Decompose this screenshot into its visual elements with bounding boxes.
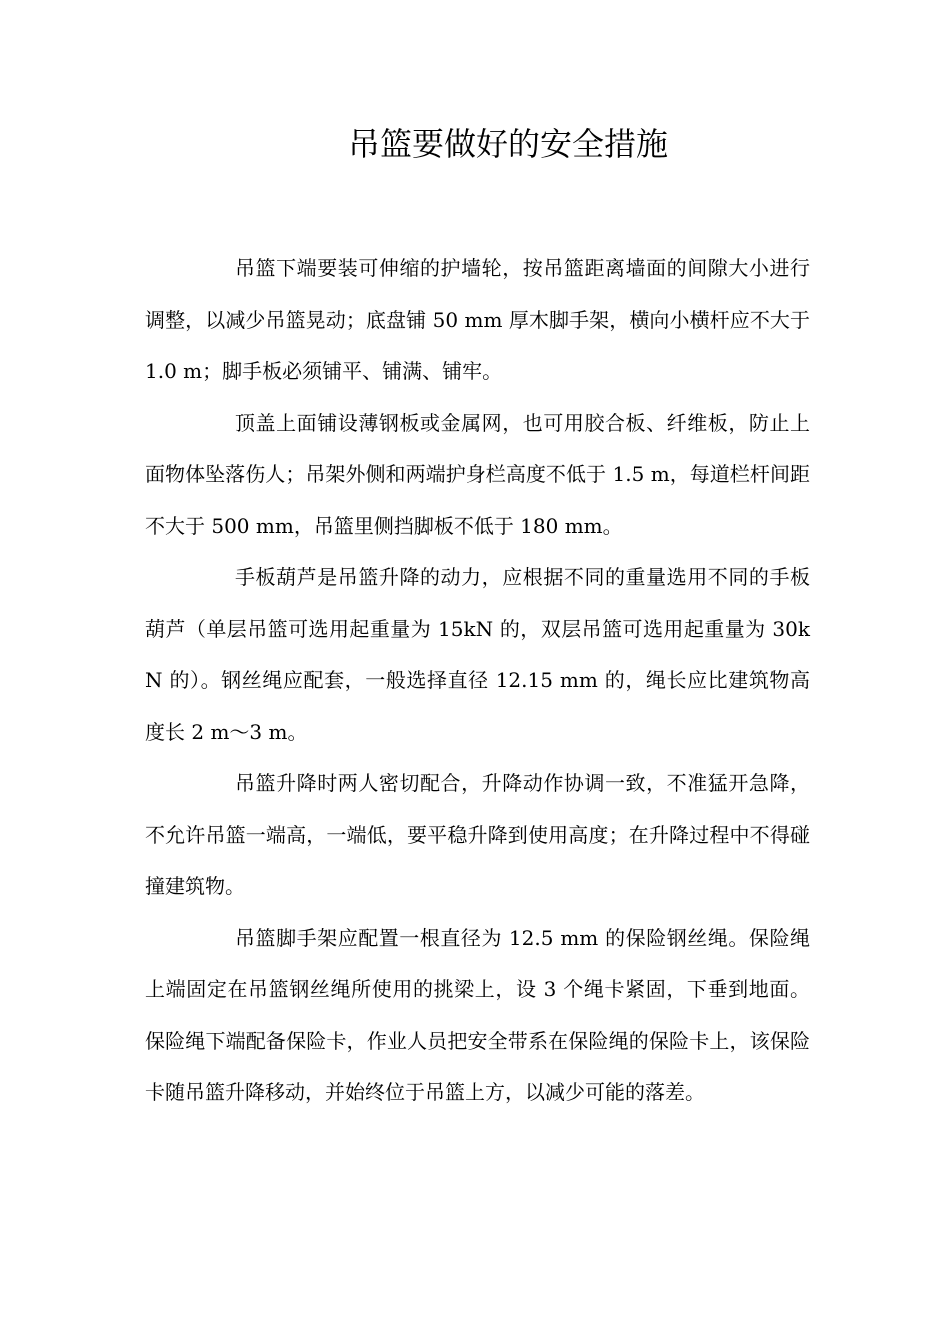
document-body — [145, 243, 810, 1119]
paragraph-4: 吊篮升降时两人密切配合，升降动作协调一致，不准猛开急降，不允许吊篮一端高，一端低，要平稳升降到使用高度；在升降过程中不得碰撞建筑物。 — [145, 771, 810, 898]
paragraph-1: 吊篮下端要装可伸缩的护墙轮，按吊篮距离墙面的间隙大小进行调整，以减少吊篮晃动；底盘铺 50 mm 厚木脚手架，横向小横杆应不大于 1.0 m；脚手板必须铺平、铺满、铺牢。 — [145, 256, 810, 383]
document-title: 吊篮要做好的安全措施 — [347, 125, 668, 163]
paragraph-5: 吊篮脚手架应配置一根直径为 12.5 mm 的保险钢丝绳。保险绳上端固定在吊篮钢丝绳所使用的挑梁上，设 3 个绳卡紧固，下垂到地面。保险绳下端配备保险卡，作业人员把安全带系在保险绳的保险卡上，该保险卡随吊篮升降移动，并始终位于吊篮上方，以减少可能的落差。 — [145, 925, 810, 1104]
paragraph-3: 手板葫芦是吊篮升降的动力，应根据不同的重量选用不同的手板葫芦（单层吊篮可选用起重量为 15kN 的，双层吊篮可选用起重量为 30kN 的）。钢丝绳应配套，一般选择直径 12.15 mm 的，绳长应比建筑物高度长 2 m～3 m。 — [145, 565, 810, 744]
paragraph-2: 顶盖上面铺设薄钢板或金属网，也可用胶合板、纤维板，防止上面物体坠落伤人；吊架外侧和两端护身栏高度不低于 1.5 m，每道栏杆间距不大于 500 mm，吊篮里侧挡脚板不低于 180 mm。 — [145, 410, 810, 538]
